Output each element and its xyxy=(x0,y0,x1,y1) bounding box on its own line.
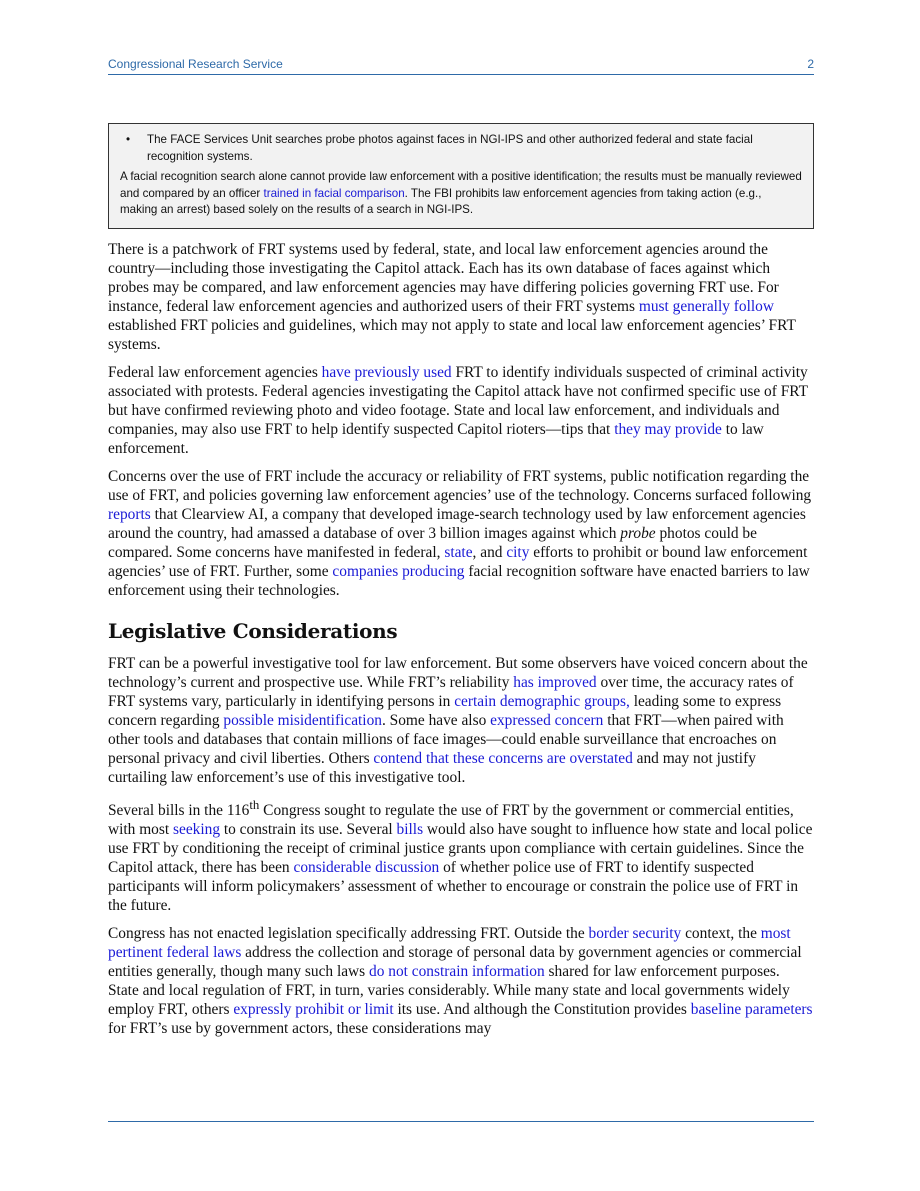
paragraph-frt-patchwork xyxy=(108,240,814,354)
text-run: address the collection and storage of personal data by government agencies or commercial entities generally, though many such laws xyxy=(108,944,802,981)
text-run: FRT to identify individuals suspected of criminal activity associated with protests. Federal agencies investigating the Capitol attack have not confirmed specific use of FRT but have confirmed reviewing photo and video footage. State and local law enforcement, and individuals and companies, may also use FRT to help identify suspected Capitol rioters—tips that xyxy=(108,364,808,438)
text-run: that Clearview AI, a company that developed image-search technology used by law enforcement agencies around the country, had amassed a database of over 3 billion images against which xyxy=(108,506,806,542)
superscript-th: th xyxy=(249,798,260,812)
link-border-security[interactable]: border security xyxy=(588,925,682,943)
link-considerable-discussion[interactable]: considerable discussion xyxy=(293,859,440,877)
text-run: and may not justify curtailing law enforcement’s use of this investigative tool. xyxy=(108,750,756,786)
link-reports[interactable]: reports xyxy=(108,506,151,523)
paragraph-federal-use xyxy=(108,363,814,458)
link-contend-concerns-overstated[interactable]: contend that these concerns are overstated xyxy=(373,750,633,767)
paragraph-congress xyxy=(108,924,814,1038)
text-run: over time, the accuracy rates of FRT systems vary, particularly in identifying persons in xyxy=(108,674,794,710)
page-number: 2 xyxy=(807,57,814,71)
text-run: would also have sought to influence how state and local police use FRT by conditioning the receipt of criminal justice grants upon compliance with certain guidelines. Since the Capitol attack, there has been xyxy=(108,821,813,877)
text-run: . Some have also xyxy=(381,712,491,729)
text-run: There is a patchwork of FRT systems used by federal, state, and local law enforcement agencies around the country—including those investigating the Capitol attack. Each has its own database of faces against which probes may be compared, and law enforcement agencies may have differing policies governing FRT use. For instance, federal law enforcement agencies and authorized users of their FRT systems xyxy=(108,241,779,315)
text-run: that FRT—when paired with other tools and databases that contain millions of face images—could enable surveillance that encroaches on personal privacy and civil liberties. Others xyxy=(108,712,784,767)
link-expressed-concern[interactable]: expressed concern xyxy=(490,712,604,729)
bullet-icon: • xyxy=(126,133,131,146)
link-state[interactable]: state xyxy=(444,544,473,561)
text-run: its use. And although the Constitution provides xyxy=(393,1001,691,1019)
link-trained-in-facial-comparison[interactable]: trained in facial comparison xyxy=(263,186,405,200)
text-run: , and xyxy=(472,544,507,561)
link-have-previously-used[interactable]: have previously used xyxy=(321,364,452,381)
text-run: established FRT policies and guidelines, which may not apply to state and local law enforcement agencies’ FRT systems. xyxy=(108,317,796,353)
body-text xyxy=(108,240,814,1047)
text-run: Congress sought to regulate the use of FRT by the government or commercial entities, with most xyxy=(108,802,794,839)
text-run: to law enforcement. xyxy=(108,421,764,457)
link-they-may-provide[interactable]: they may provide xyxy=(614,421,722,438)
text-run: photos could be compared. Some concerns have manifested in federal, xyxy=(108,525,757,561)
paragraph-observers xyxy=(108,654,814,787)
text-run: A facial recognition search alone cannot provide law enforcement with a positive identification; the results must be manually reviewed and compared by an officer xyxy=(120,170,802,200)
header-organization: Congressional Research Service xyxy=(108,57,283,71)
link-certain-demographic-groups[interactable]: certain demographic groups, xyxy=(454,693,630,710)
link-city[interactable]: city xyxy=(506,544,530,561)
link-expressly-prohibit-or-limit[interactable]: expressly prohibit or limit xyxy=(233,1001,394,1019)
textbox-bullet-text: The FACE Services Unit searches probe photos against faces in NGI-IPS and other authorized federal and state facial recognition systems. xyxy=(147,133,753,163)
textbox-bullet-item xyxy=(120,132,802,165)
link-baseline-parameters[interactable]: baseline parameters xyxy=(690,1001,813,1019)
page-header xyxy=(108,56,814,75)
text-run: facial recognition software have enacted barriers to law enforcement using their technologies. xyxy=(108,563,810,599)
text-run: Congress has not enacted legislation specifically addressing FRT. Outside the xyxy=(108,925,589,943)
link-possible-misidentification[interactable]: possible misidentification xyxy=(223,712,382,729)
text-run: Several bills in the 116 xyxy=(108,802,250,820)
text-run: to constrain its use. Several xyxy=(220,821,397,839)
link-most-pertinent-federal-laws[interactable]: most pertinent federal laws xyxy=(108,925,791,962)
face-services-text-box xyxy=(108,123,814,229)
link-bills[interactable]: bills xyxy=(396,821,424,839)
text-run: efforts to prohibit or bound law enforcement agencies’ use of FRT. Further, some xyxy=(108,544,808,580)
text-run: for FRT’s use by government actors, these considerations may xyxy=(108,1020,492,1038)
text-run: shared for law enforcement purposes. State and local regulation of FRT, in turn, varies considerably. While many state and local governments widely employ FRT, others xyxy=(108,963,790,1019)
text-run: . The FBI prohibits law enforcement agencies from taking action (e.g., making an arrest) based solely on the results of a search in NGI-IPS. xyxy=(120,186,762,217)
footer-rule xyxy=(108,1121,814,1122)
section-heading-legislative-considerations: Legislative Considerations xyxy=(108,619,398,643)
paragraph-bills xyxy=(108,796,814,915)
text-run: Federal law enforcement agencies xyxy=(108,364,322,381)
text-run: context, the xyxy=(681,925,761,943)
text-run: leading some to express concern regarding xyxy=(108,693,782,729)
textbox-note xyxy=(120,169,802,219)
text-run: of whether police use of FRT to identify suspected participants will inform policymakers’ assessment of whether to encourage or constrain the police use of FRT in the future. xyxy=(108,859,799,915)
link-has-improved[interactable]: has improved xyxy=(513,674,597,691)
emphasis-probe: probe xyxy=(620,525,656,542)
link-do-not-constrain-information[interactable]: do not constrain information xyxy=(369,963,545,981)
link-companies-producing[interactable]: companies producing xyxy=(332,563,465,580)
text-run: FRT can be a powerful investigative tool for law enforcement. But some observers have voiced concern about the technology’s current and prospective use. While FRT’s reliability xyxy=(108,655,808,691)
link-must-generally-follow[interactable]: must generally follow xyxy=(638,298,774,315)
link-seeking[interactable]: seeking xyxy=(173,821,221,839)
text-run: Concerns over the use of FRT include the accuracy or reliability of FRT systems, public notification regarding the use of FRT, and policies governing law enforcement agencies’ use of the technology. Concerns surfaced following xyxy=(108,468,812,504)
paragraph-concerns xyxy=(108,467,814,600)
